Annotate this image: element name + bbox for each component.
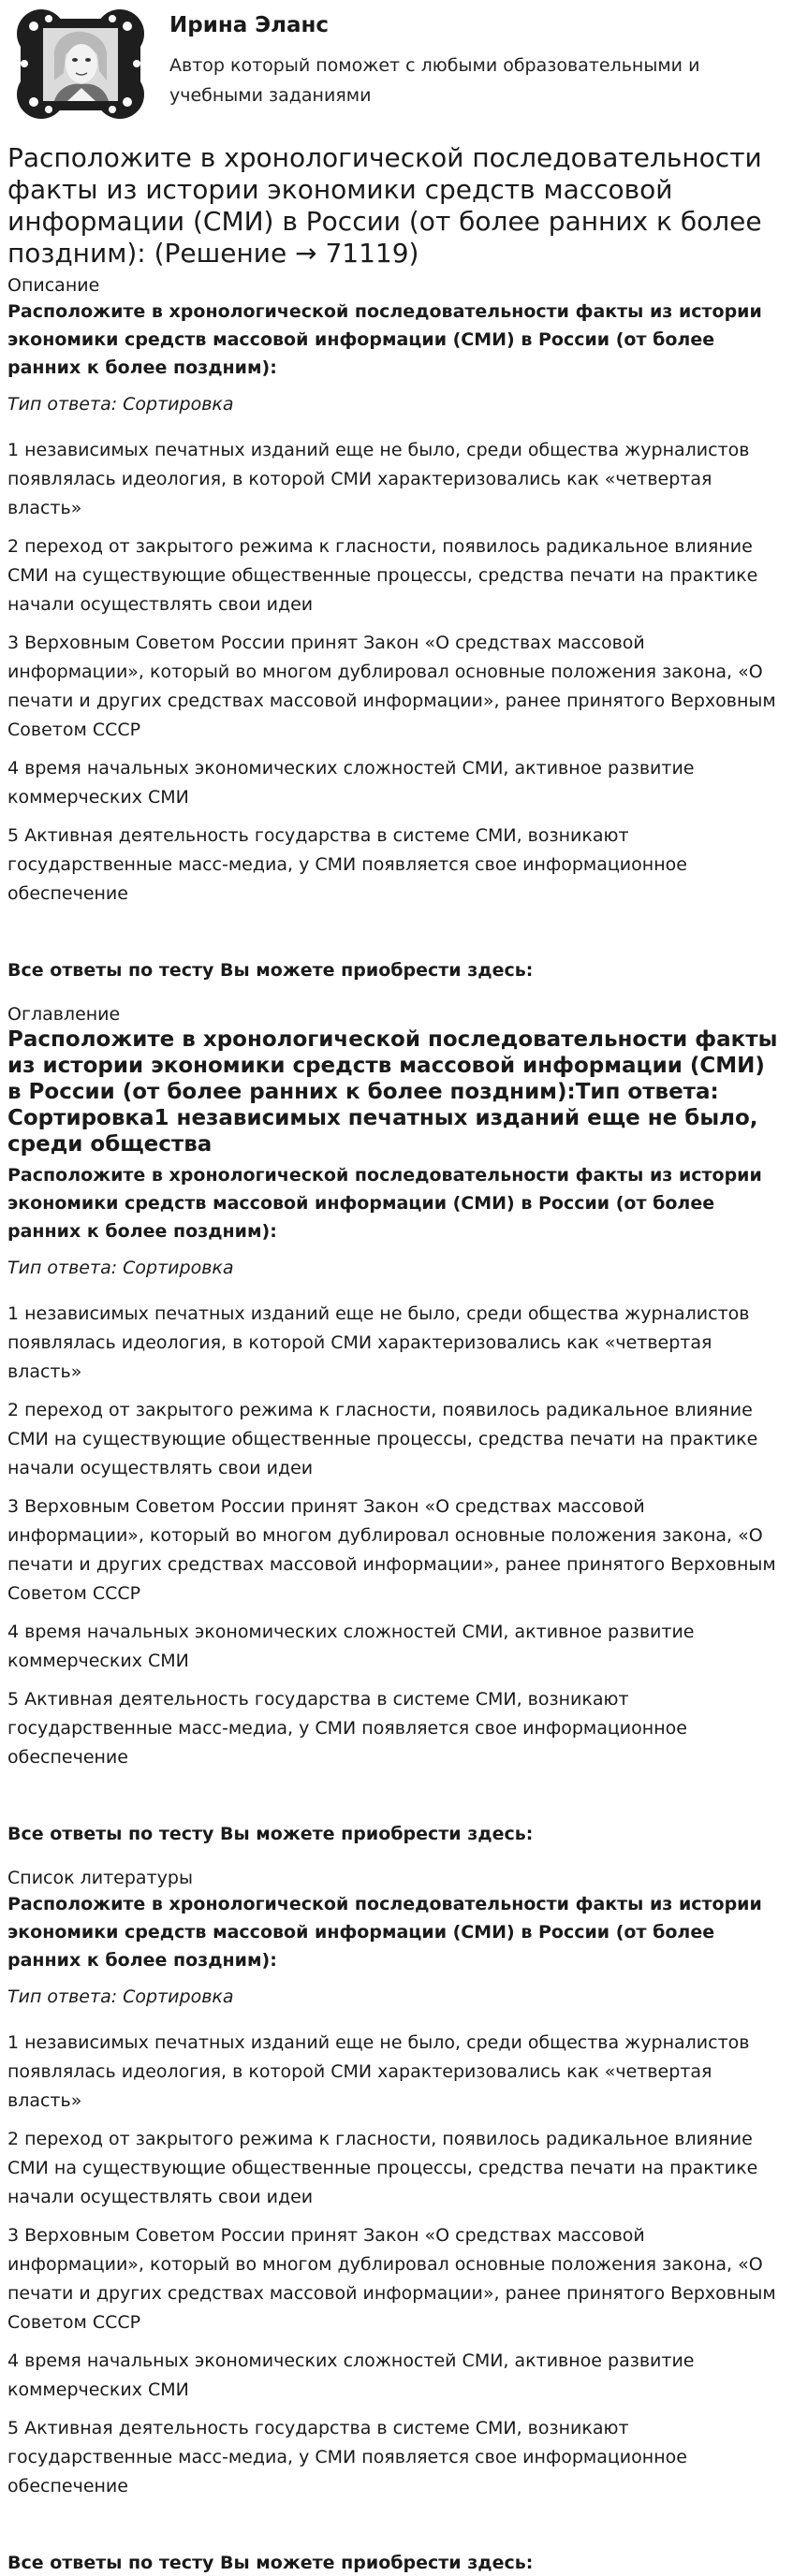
list-item: 2 переход от закрытого режима к гласности, появилось радикальное влияние СМИ на существующие общественные процессы, средства печати на практике начали осуществлять свои идеи	[7, 2129, 758, 2207]
list-item: 5 Активная деятельность государства в системе СМИ, возникают государственные масс-медиа, у СМИ появляется свое информационное обеспечение	[7, 2418, 687, 2496]
answer-type: Тип ответа: Сортировка	[7, 394, 234, 415]
list-item: 4 время начальных экономических сложностей СМИ, активное развитие коммерческих СМИ	[7, 1622, 695, 1671]
question-text: Расположите в хронологической последовательности факты из истории экономики средств массовой информации (СМИ) в России (от более ранних к более поздним):	[7, 1165, 762, 1242]
page-title: Расположите в хронологической последовательности факты из истории экономики средств массовой информации (СМИ) в России (от более ранних к более поздним): (Решение → 71119)	[7, 142, 762, 269]
list-item: 2 переход от закрытого режима к гласности, появилось радикальное влияние СМИ на существующие общественные процессы, средства печати на практике начали осуществлять свои идеи	[7, 536, 758, 615]
list-item: 4 время начальных экономических сложностей СМИ, активное развитие коммерческих СМИ	[7, 2350, 695, 2400]
list-item: 2 переход от закрытого режима к гласности, появилось радикальное влияние СМИ на существующие общественные процессы, средства печати на практике начали осуществлять свои идеи	[7, 1400, 758, 1478]
list-item: 1 независимых печатных изданий еще не было, среди общества журналистов появлялась идеология, в которой СМИ характеризовались как «четвертая власть»	[7, 1303, 750, 1382]
description-section	[7, 273, 786, 983]
buy-answers-link[interactable]: Все ответы по тесту Вы можете приобрести здесь:	[7, 1824, 534, 1844]
list-item: 3 Верховным Советом России принят Закон «О средствах массовой информации», который во многом дублировал основные положения закона, «О печати и других средствах массовой информации», ранее принятого Верховным Советом СССР	[7, 633, 776, 740]
section-label-description: Описание	[7, 275, 100, 296]
author-info	[155, 6, 750, 110]
toc-heading: Расположите в хронологической последовательности факты из истории экономики средств массовой информации (СМИ) в России (от более ранних к более поздним):Тип ответа: Сортировка1 независимых печатных изданий еще не было, среди общества	[7, 1027, 778, 1157]
author-card	[7, 0, 786, 129]
list-item: 1 независимых печатных изданий еще не было, среди общества журналистов появлялась идеология, в которой СМИ характеризовались как «четвертая власть»	[7, 440, 750, 518]
list-item: 1 независимых печатных изданий еще не было, среди общества журналистов появлялась идеология, в которой СМИ характеризовались как «четвертая власть»	[7, 2032, 750, 2111]
question-text: Расположите в хронологической последовательности факты из истории экономики средств массовой информации (СМИ) в России (от более ранних к более поздним):	[7, 1894, 762, 1971]
list-item: 3 Верховным Советом России принят Закон «О средствах массовой информации», который во многом дублировал основные положения закона, «О печати и других средствах массовой информации», ранее принятого Верховным Советом СССР	[7, 2225, 776, 2333]
list-item: 3 Верховным Советом России принят Закон «О средствах массовой информации», который во многом дублировал основные положения закона, «О печати и других средствах массовой информации», ранее принятого Верховным Советом СССР	[7, 1496, 776, 1604]
section-label-toc: Оглавление	[7, 1004, 121, 1025]
list-item: 5 Активная деятельность государства в системе СМИ, возникают государственные масс-медиа, у СМИ появляется свое информационное обеспечение	[7, 825, 687, 904]
author-name[interactable]: Ирина Эланс	[169, 13, 330, 37]
list-item: 5 Активная деятельность государства в системе СМИ, возникают государственные масс-медиа, у СМИ появляется свое информационное обеспечение	[7, 1689, 687, 1768]
film-frame-avatar-icon	[6, 6, 155, 123]
list-item: 4 время начальных экономических сложностей СМИ, активное развитие коммерческих СМИ	[7, 758, 695, 808]
question-text: Расположите в хронологической последовательности факты из истории экономики средств массовой информации (СМИ) в России (от более ранних к более поздним):	[7, 301, 762, 378]
avatar[interactable]	[6, 6, 155, 123]
author-description: Автор который поможет с любыми образовательными и учебными заданиями	[169, 55, 700, 106]
answer-type: Тип ответа: Сортировка	[7, 1987, 234, 2007]
buy-answers-link[interactable]: Все ответы по тесту Вы можете приобрести здесь:	[7, 960, 534, 981]
section-label-literature: Список литературы	[7, 1868, 193, 1888]
answer-type: Тип ответа: Сортировка	[7, 1258, 234, 1278]
buy-answers-link[interactable]: Все ответы по тесту Вы можете приобрести здесь:	[7, 2553, 534, 2573]
toc-section	[7, 1002, 786, 1847]
literature-section	[7, 1866, 786, 2576]
